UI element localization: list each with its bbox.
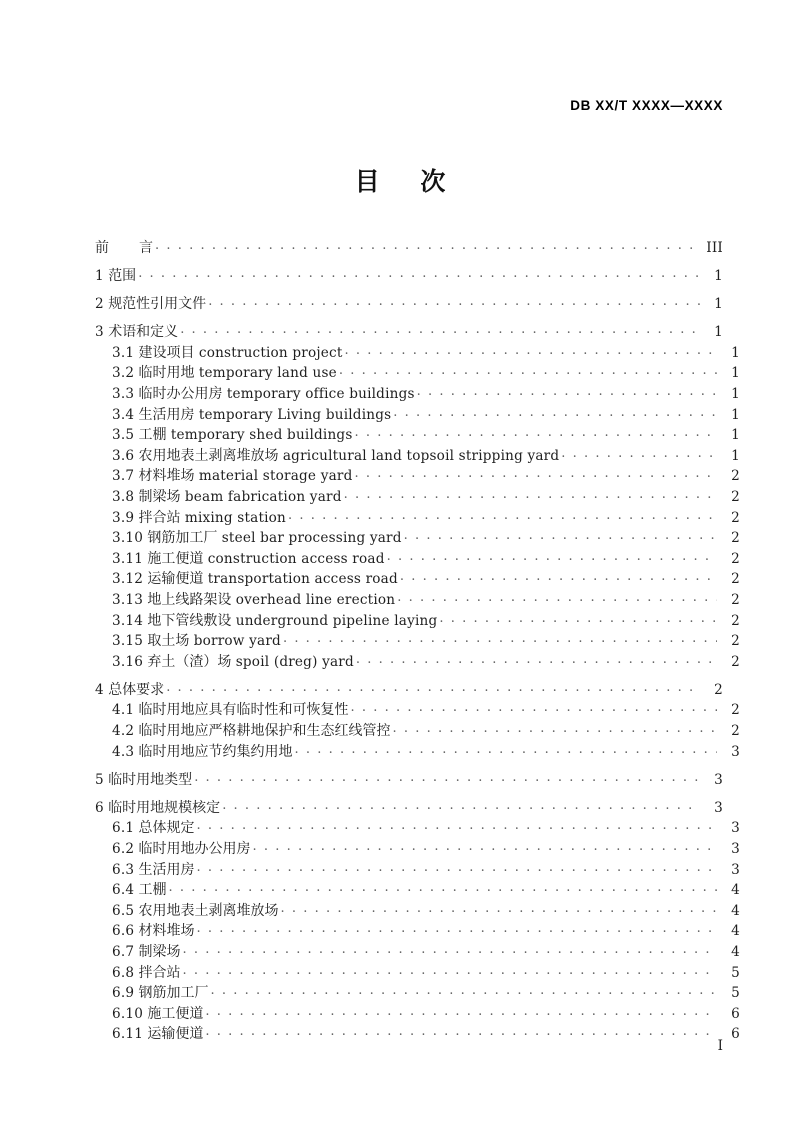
dot-leader xyxy=(404,528,717,542)
toc-entry-number: 6.10 xyxy=(112,1005,144,1022)
toc-entry[interactable] xyxy=(95,425,740,446)
dot-leader xyxy=(561,446,717,460)
toc-entry[interactable] xyxy=(95,508,740,529)
footer-page-number: I xyxy=(717,1038,723,1054)
toc-entry[interactable] xyxy=(95,700,740,721)
toc-entry[interactable] xyxy=(95,652,740,673)
toc-entry-page-number: 2 xyxy=(731,702,740,719)
toc-entry-page-number: 2 xyxy=(731,653,740,670)
toc-entry-page-number: 2 xyxy=(714,681,723,698)
toc-entry-page-number: 1 xyxy=(731,365,740,382)
toc-entry-label xyxy=(112,550,385,570)
toc-entry-label xyxy=(112,509,286,529)
dot-leader xyxy=(387,549,717,563)
toc-entry-number: 3.15 xyxy=(112,633,144,650)
toc-entry[interactable] xyxy=(95,294,723,315)
dot-leader xyxy=(208,294,700,308)
toc-entry-title-cn-2: 言 xyxy=(139,240,153,256)
toc-entry[interactable] xyxy=(95,798,723,819)
toc-entry-title-cn: 临时用地办公用房 xyxy=(138,841,251,858)
dot-leader xyxy=(288,508,717,522)
toc-entry[interactable] xyxy=(95,818,740,839)
dot-leader xyxy=(183,963,717,977)
toc-entry-page-number: 2 xyxy=(731,509,740,526)
dot-leader xyxy=(339,363,717,377)
toc-entry-page-number: 2 xyxy=(731,633,740,650)
toc-entry-page-number: III xyxy=(706,240,723,256)
toc-entry-label xyxy=(112,1005,203,1025)
toc-entry-number: 6.3 xyxy=(112,861,135,878)
toc-entry-title-cn: 前 xyxy=(95,240,109,256)
dot-leader xyxy=(169,880,717,894)
toc-entry-number: 3 xyxy=(95,324,104,341)
toc-entry-title-en: temporary land use xyxy=(198,365,337,382)
dot-leader xyxy=(351,700,717,714)
dot-leader xyxy=(197,860,717,874)
toc-entry-number: 6.4 xyxy=(112,882,135,899)
dot-leader xyxy=(354,466,717,480)
toc-entry-page-number: 3 xyxy=(731,861,740,878)
toc-entry-title-en: temporary Living buildings xyxy=(198,406,392,423)
dot-leader xyxy=(397,590,717,604)
toc-entry-number: 2 xyxy=(95,296,104,313)
toc-entry-label xyxy=(112,447,559,467)
toc-entry-title-cn: 生活用房 xyxy=(138,406,195,423)
toc-entry-label xyxy=(112,529,402,549)
toc-entry[interactable] xyxy=(95,487,740,508)
toc-entry-title-en: overhead line erection xyxy=(235,592,396,608)
toc-entry[interactable] xyxy=(95,363,740,384)
dot-leader xyxy=(283,631,717,645)
toc-entry-title-cn: 临时用地应严格耕地保护和生态红线管控 xyxy=(138,723,391,740)
toc-entry-page-number: 2 xyxy=(731,723,740,740)
toc-entry-number: 3.11 xyxy=(112,550,144,567)
toc-entry-title-cn: 临时用地应具有临时性和可恢复性 xyxy=(138,702,349,719)
toc-entry-title-cn: 拌合站 xyxy=(138,964,181,981)
toc-entry-number: 6.9 xyxy=(112,985,135,1002)
toc-entry-title-cn: 材料堆场 xyxy=(138,468,195,485)
toc-entry[interactable] xyxy=(95,611,740,632)
toc-entry-title-cn: 规范性引用文件 xyxy=(108,296,207,313)
toc-entry-title-en: borrow yard xyxy=(193,633,281,650)
toc-entry-page-number: 2 xyxy=(731,530,740,547)
toc-entry[interactable] xyxy=(95,742,740,763)
dot-leader xyxy=(393,405,717,419)
toc-entry-number: 1 xyxy=(95,268,104,285)
toc-entry-page-number: 1 xyxy=(731,344,740,361)
dot-leader xyxy=(197,921,717,935)
toc-entry-title-en: construction project xyxy=(198,344,343,361)
toc-entry[interactable] xyxy=(95,770,723,791)
toc-entry-number: 5 xyxy=(95,771,104,788)
toc-entry-page-number: 6 xyxy=(731,1005,740,1022)
toc-entry-number: 6 xyxy=(95,799,104,816)
toc-entry-title-cn: 材料堆场 xyxy=(138,923,195,940)
toc-entry-number: 3.6 xyxy=(112,447,135,464)
toc-entry-title-cn: 生活用房 xyxy=(138,861,195,878)
toc-entry-page-number: 3 xyxy=(731,841,740,858)
toc-entry-page-number: 3 xyxy=(714,771,723,788)
dot-leader xyxy=(356,652,717,666)
toc-entry[interactable] xyxy=(95,238,723,259)
toc-entry-page-number: 3 xyxy=(731,743,740,760)
toc-entry-label xyxy=(112,701,349,721)
standard-code-header: DB XX/T XXXX—XXXX xyxy=(570,98,723,113)
toc-entry-label xyxy=(112,570,398,590)
toc-entry-page-number: 1 xyxy=(731,427,740,444)
toc-entry-page-number: 4 xyxy=(731,882,740,899)
dot-leader xyxy=(417,384,717,398)
toc-entry-title-en: beam fabrication yard xyxy=(184,489,342,506)
toc-entry-number: 6.5 xyxy=(112,902,135,919)
toc-entry-page-number: 2 xyxy=(731,612,740,629)
toc-entry-number: 3.1 xyxy=(112,344,135,361)
toc-entry-title-cn: 制梁场 xyxy=(138,489,181,506)
toc-entry[interactable] xyxy=(95,921,740,942)
toc-entry-title-en: spoil (dreg) yard xyxy=(235,653,354,670)
toc-entry-title-cn: 工棚 xyxy=(138,427,167,444)
toc-entry[interactable] xyxy=(95,446,740,467)
dot-leader xyxy=(205,1024,717,1038)
toc-entry-label xyxy=(112,653,354,673)
toc-entry[interactable] xyxy=(95,549,740,570)
toc-entry-page-number: 2 xyxy=(731,592,740,608)
toc-entry-page-number: 2 xyxy=(731,550,740,567)
toc-entry[interactable] xyxy=(95,631,740,652)
dot-leader xyxy=(439,611,717,625)
toc-entry-title-cn: 临时办公用房 xyxy=(138,386,223,403)
toc-entry-number: 6.8 xyxy=(112,964,135,981)
toc-entry[interactable] xyxy=(95,880,740,901)
toc-entry[interactable] xyxy=(95,839,740,860)
toc-entry[interactable] xyxy=(95,901,740,922)
dot-leader xyxy=(183,942,717,956)
dot-leader xyxy=(344,487,717,501)
toc-entry-title-cn: 施工便道 xyxy=(147,1005,204,1022)
toc-entry-number: 6.7 xyxy=(112,944,135,960)
toc-entry[interactable] xyxy=(95,680,723,701)
toc-entry-label xyxy=(112,984,209,1004)
toc-entry[interactable] xyxy=(95,466,740,487)
toc-entry[interactable] xyxy=(95,942,740,963)
toc-entry-page-number: 3 xyxy=(731,820,740,837)
toc-entry-title-cn: 制梁场 xyxy=(138,944,181,960)
toc-entry-title-cn: 地上线路架设 xyxy=(147,592,232,608)
toc-entry-title-en: transportation access road xyxy=(207,571,398,588)
toc-entry-number: 4.2 xyxy=(112,723,135,740)
toc-entry-label xyxy=(95,295,206,315)
dot-leader xyxy=(166,680,700,694)
toc-entry-label xyxy=(112,743,293,763)
toc-entry-page-number: 5 xyxy=(731,964,740,981)
toc-entry-page-number: 5 xyxy=(731,985,740,1002)
toc-entry-page-number: 4 xyxy=(731,923,740,940)
toc-entry-title-cn: 总体要求 xyxy=(108,681,165,698)
toc-entry-label xyxy=(95,239,153,259)
toc-entry-label xyxy=(112,632,281,652)
toc-entry-label xyxy=(112,488,342,508)
toc-entry-title-cn: 拌合站 xyxy=(138,509,181,526)
toc-entry[interactable] xyxy=(95,266,723,287)
toc-entry-label xyxy=(112,612,437,632)
toc-entry-label xyxy=(112,591,395,611)
toc-entry-label xyxy=(112,722,391,742)
toc-entry[interactable] xyxy=(95,343,740,364)
toc-entry[interactable] xyxy=(95,590,740,611)
dot-leader xyxy=(295,742,717,756)
toc-entry-number: 3.8 xyxy=(112,489,135,506)
dot-leader xyxy=(400,569,717,583)
toc-entry-number: 4.1 xyxy=(112,702,135,719)
toc-entry-title-cn: 取土场 xyxy=(147,633,190,650)
toc-entry[interactable] xyxy=(95,528,740,549)
toc-entry-number: 3.13 xyxy=(112,592,144,608)
toc-entry-label xyxy=(95,799,220,819)
toc-entry-number: 3.4 xyxy=(112,406,135,423)
toc-entry-page-number: 3 xyxy=(714,799,723,816)
toc-entry-number: 6.1 xyxy=(112,820,135,837)
toc-entry-label xyxy=(112,364,337,384)
toc-entry-number: 3.7 xyxy=(112,468,135,485)
toc-entry[interactable] xyxy=(95,983,740,1004)
toc-entry-number: 3.12 xyxy=(112,571,144,588)
toc-entry-label xyxy=(112,840,251,860)
dot-leader xyxy=(197,818,717,832)
toc-entry-title-cn: 工棚 xyxy=(138,882,167,899)
toc-entry-number: 4 xyxy=(95,681,104,698)
dot-leader xyxy=(138,266,700,280)
toc-entry-label xyxy=(112,861,195,881)
toc-entry-title-cn: 术语和定义 xyxy=(108,324,179,341)
toc-entry-number: 3.16 xyxy=(112,653,144,670)
toc-entry-title-cn: 临时用地类型 xyxy=(108,771,193,788)
toc-entry-title-cn: 地下管线敷设 xyxy=(147,612,232,629)
toc-entry[interactable] xyxy=(95,569,740,590)
toc-entry-page-number: 2 xyxy=(731,571,740,588)
toc-entry-number: 4.3 xyxy=(112,743,135,760)
toc-entry-title-cn: 运输便道 xyxy=(147,571,204,588)
toc-entry-title-cn: 临时用地 xyxy=(138,365,195,382)
toc-entry-page-number: 4 xyxy=(731,902,740,919)
toc-entry-title-en: construction access road xyxy=(207,550,385,567)
toc-entry-title-en: underground pipeline laying xyxy=(235,612,438,629)
toc-entry[interactable] xyxy=(95,721,740,742)
toc-entry-title-cn: 农用地表土剥离堆放场 xyxy=(138,447,279,464)
dot-leader xyxy=(281,901,717,915)
toc-entry[interactable] xyxy=(95,405,740,426)
dot-leader xyxy=(253,839,717,853)
toc-entry-page-number: 2 xyxy=(731,468,740,485)
toc-entry-label xyxy=(112,922,195,942)
toc-entry-page-number: 4 xyxy=(731,944,740,960)
toc-entry-title-en: mixing station xyxy=(184,509,286,526)
toc-entry-title-en: steel bar processing yard xyxy=(221,530,402,547)
toc-entry-title-en: temporary office buildings xyxy=(226,386,415,403)
toc-entry-label xyxy=(112,406,391,426)
toc-entry-label xyxy=(112,943,181,963)
toc-entry-label xyxy=(112,881,167,901)
toc-entry[interactable] xyxy=(95,322,723,343)
toc-entry-label xyxy=(112,344,343,364)
toc-entry-number: 3.3 xyxy=(112,386,135,403)
toc-entry-page-number: 6 xyxy=(731,1026,740,1043)
toc-entry-page-number: 1 xyxy=(714,324,723,341)
toc-entry-title-cn: 钢筋加工厂 xyxy=(138,985,209,1002)
toc-entry-title-cn: 运输便道 xyxy=(147,1026,204,1043)
dot-leader xyxy=(345,343,717,357)
toc-entry[interactable] xyxy=(95,860,740,881)
toc-entry-number: 3.5 xyxy=(112,427,135,444)
toc-entry-page-number: 1 xyxy=(731,386,740,403)
toc-entry-number: 3.10 xyxy=(112,530,144,547)
toc-entry-title-cn: 临时用地规模核定 xyxy=(108,799,221,816)
toc-entry-title-cn: 弃土（渣）场 xyxy=(147,653,232,670)
toc-entry-title-cn: 钢筋加工厂 xyxy=(147,530,218,547)
toc-entry-number: 3.14 xyxy=(112,612,144,629)
dot-leader xyxy=(205,1004,717,1018)
dot-leader xyxy=(155,238,700,252)
toc-entry-title-cn: 农用地表土剥离堆放场 xyxy=(138,902,279,919)
toc-entry-page-number: 1 xyxy=(714,296,723,313)
dot-leader xyxy=(355,425,718,439)
toc-entry-page-number: 1 xyxy=(731,406,740,423)
toc-entry-label xyxy=(112,819,195,839)
toc-entry-number: 6.6 xyxy=(112,923,135,940)
table-of-contents xyxy=(95,238,740,1045)
toc-entry-number: 6.2 xyxy=(112,841,135,858)
toc-entry-label xyxy=(95,267,136,287)
toc-entry-title-en: material storage yard xyxy=(198,468,353,485)
toc-entry-title-en: agricultural land topsoil stripping yard xyxy=(282,447,560,464)
toc-entry-page-number: 1 xyxy=(731,447,740,464)
toc-entry-title-en: temporary shed buildings xyxy=(170,427,353,444)
toc-entry-page-number: 2 xyxy=(731,489,740,506)
dot-leader xyxy=(194,770,700,784)
toc-entry-title-cn: 总体规定 xyxy=(138,820,195,837)
toc-entry-label xyxy=(112,964,181,984)
toc-entry-label xyxy=(95,323,178,343)
toc-entry[interactable] xyxy=(95,963,740,984)
toc-entry-label xyxy=(112,426,353,446)
toc-entry-label xyxy=(112,467,352,487)
toc-entry-title-cn: 建设项目 xyxy=(138,344,195,361)
toc-entry-number: 3.2 xyxy=(112,365,135,382)
page-title: 目 次 xyxy=(354,167,462,196)
toc-entry-label xyxy=(95,771,192,791)
toc-entry-label xyxy=(95,681,164,701)
dot-leader xyxy=(393,721,717,735)
toc-entry-title-cn: 临时用地应节约集约用地 xyxy=(138,743,293,760)
toc-entry-title-cn: 施工便道 xyxy=(147,550,204,567)
dot-leader xyxy=(222,798,700,812)
dot-leader xyxy=(211,983,717,997)
toc-entry-label xyxy=(112,902,279,922)
toc-entry-number: 6.11 xyxy=(112,1026,144,1043)
toc-entry[interactable] xyxy=(95,384,740,405)
dot-leader xyxy=(180,322,700,336)
toc-entry-page-number: 1 xyxy=(714,268,723,285)
toc-entry-label xyxy=(112,385,415,405)
toc-entry-title-cn: 范围 xyxy=(108,268,137,285)
toc-entry-number: 3.9 xyxy=(112,509,135,526)
toc-entry[interactable] xyxy=(95,1004,740,1025)
